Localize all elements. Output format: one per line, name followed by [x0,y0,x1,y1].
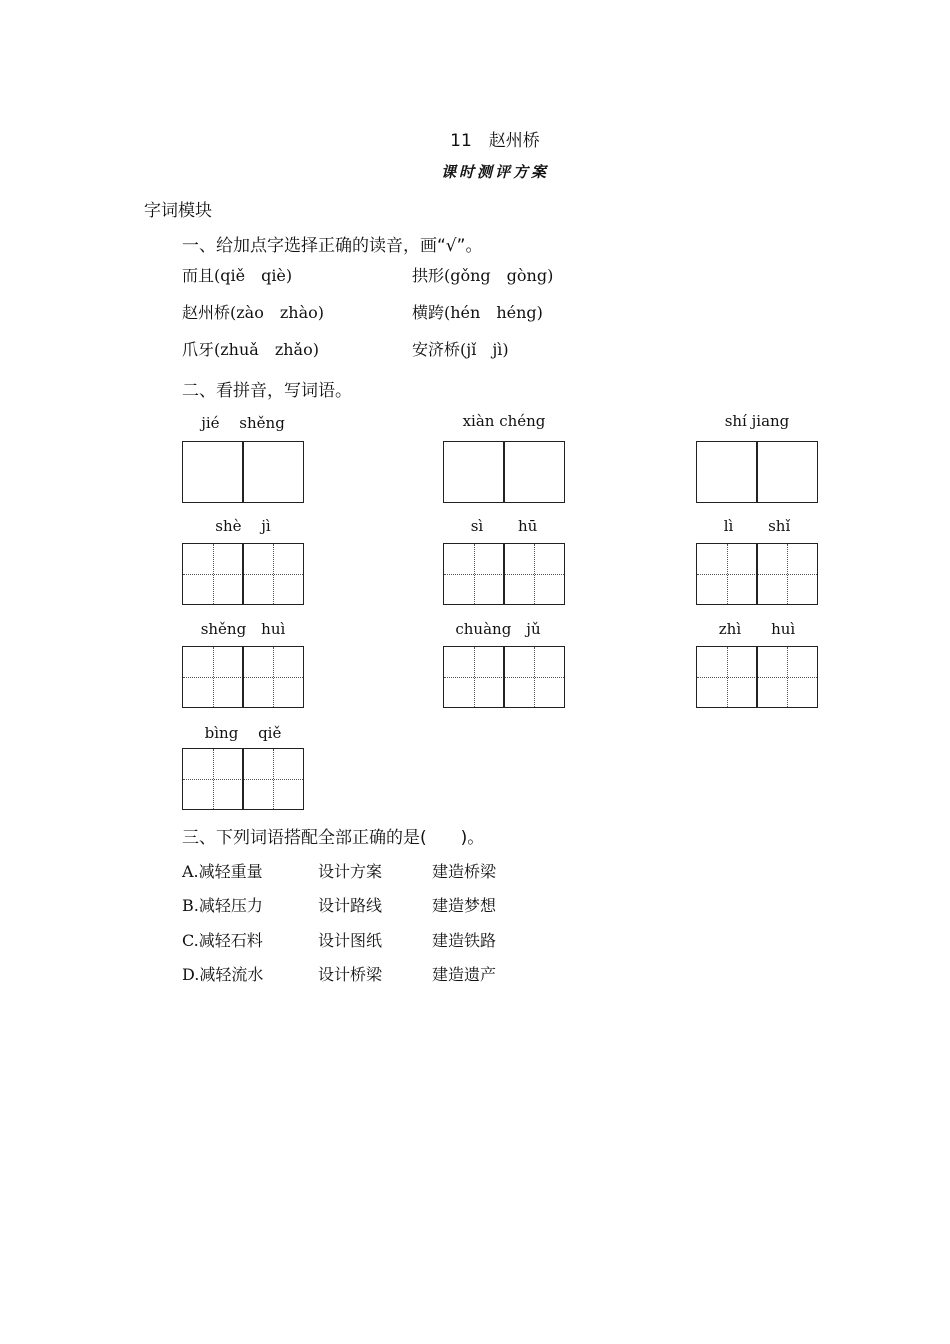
writing-grid-box[interactable] [696,646,818,708]
writing-grid-box[interactable] [182,646,304,708]
pinyin-label: chuàng jǔ [455,620,541,638]
option-a[interactable]: A.减轻重量 [182,862,263,881]
pinyin-label: sì hū [470,517,538,535]
option-b: 设计方案 [318,862,383,881]
pinyin-label: shěng huì [200,620,286,638]
option-a[interactable]: C.减轻石料 [182,931,263,950]
option-b: 设计路线 [318,896,383,915]
pinyin-label: bìng qiě [204,724,282,742]
pinyin-label: shè jì [215,517,271,535]
option-c: 建造遗产 [432,965,497,984]
pinyin-label: lì shǐ [723,517,791,535]
question-1-title: 一、给加点字选择正确的读音，画“√”。 [182,236,483,256]
section-title: 字词模块 [144,201,212,221]
option-c: 建造梦想 [432,896,497,915]
q1-item: 拱形(gǒng gòng) [412,266,554,285]
writing-box[interactable] [443,441,565,503]
q1-item: 安济桥(jǐ jì) [412,340,509,359]
question-2-title: 二、看拼音，写词语。 [182,381,352,401]
option-c: 建造铁路 [432,931,497,950]
writing-grid-box[interactable] [443,646,565,708]
option-a[interactable]: D.减轻流水 [182,965,264,984]
q1-item: 赵州桥(zào zhào) [182,303,324,322]
pinyin-label: shí jiang [724,412,790,430]
writing-grid-box[interactable] [182,543,304,605]
q1-item: 横跨(hén héng) [412,303,543,322]
pinyin-label: zhì huì [718,620,796,638]
option-b: 设计图纸 [318,931,383,950]
pinyin-label: jié shěng [201,414,285,432]
page-title: 11 赵州桥 [450,131,540,151]
option-b: 设计桥梁 [318,965,383,984]
writing-grid-box[interactable] [696,543,818,605]
q1-item: 而且(qiě qiè) [182,266,293,285]
question-3-title: 三、下列词语搭配全部正确的是( )。 [182,828,485,848]
writing-box[interactable] [182,441,304,503]
writing-grid-box[interactable] [443,543,565,605]
writing-box[interactable] [696,441,818,503]
q1-item: 爪牙(zhuǎ zhǎo) [182,340,319,359]
pinyin-label: xiàn chéng [462,412,546,430]
writing-grid-box[interactable] [182,748,304,810]
page-subtitle: 课时测评方案 [440,163,549,181]
option-a[interactable]: B.减轻压力 [182,896,263,915]
option-c: 建造桥梁 [432,862,497,881]
